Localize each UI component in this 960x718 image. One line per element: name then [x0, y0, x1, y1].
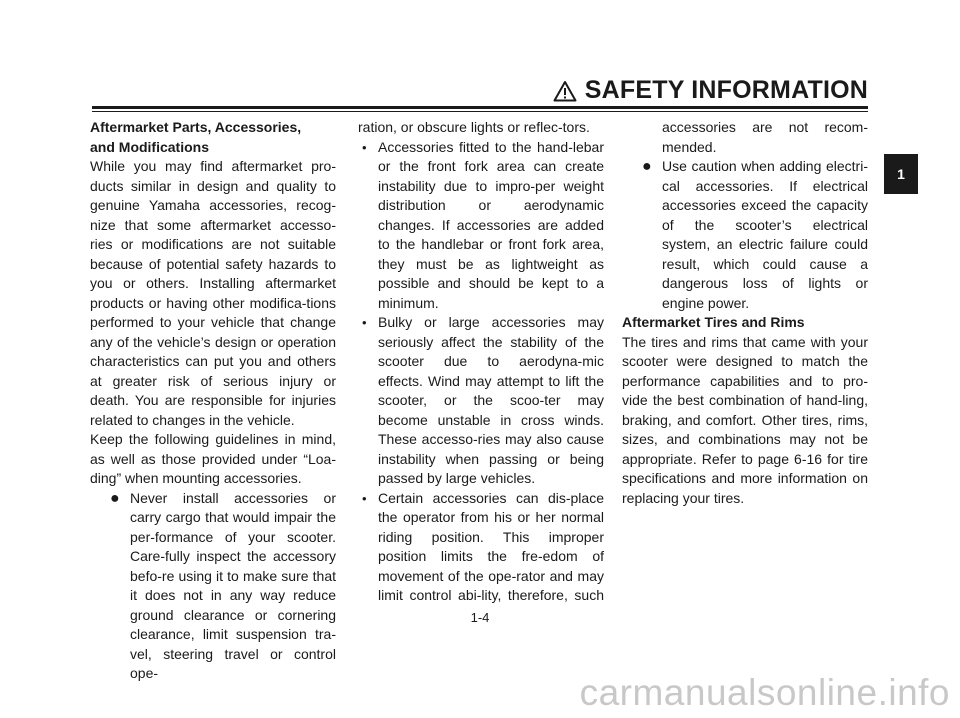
- section-title-text: SAFETY INFORMATION: [584, 76, 868, 104]
- paragraph-guidelines: Keep the following guidelines in mind, as well as those provided under “Loa-ding” when mounting accessories.: [90, 431, 336, 486]
- sub-item-text: Bulky or large accessories may seriously affect the stability of the scooter due to aerodyna-mic effects. Wind may attempt to lift the scooter, or the scoo-ter may become unstable in cross winds. These accesso-ries may also cause instability when passing or being passed by large vehicles.: [378, 314, 604, 486]
- sub-item-bulky-accessories: [358, 313, 604, 489]
- heading-aftermarket-parts: [90, 118, 336, 157]
- heading-tires-rims: Aftermarket Tires and Rims: [622, 314, 805, 330]
- continued-text: ration, or obscure lights or reflec-tors.: [358, 119, 590, 135]
- continued-text: accessories are not recom-mended.: [662, 119, 868, 155]
- header-rule: [92, 106, 868, 109]
- warning-triangle-icon: [553, 80, 577, 102]
- paragraph-tires: The tires and rims that came with your scooter were designed to match the performance capabilities and to pro-vide the best combination of hand-ling, braking, and comfort. Other tires, rims, sizes, and combinations may not be appropriate. Refer to page 6-16 for tire specifications and more information on replacing your tires.: [622, 333, 868, 506]
- sub-item-riding-position: [358, 489, 604, 606]
- list-item-text: Use caution when adding electri-cal accessories. If electrical accessories exceed the capacity of the scooter’s electrical system, an electric failure could result, which could cause a dangerous loss of lights or engine power.: [662, 158, 868, 311]
- list-item-text: Never install accessories or carry cargo that would impair the per-formance of your scooter. Care-fully inspect the accessory befo-re using it to make sure that it does not in any way reduce ground clearance or cornering clearance, limit suspension tra-vel, steering travel or control ope-: [130, 489, 336, 681]
- dot-bullet: •: [362, 490, 367, 506]
- round-bullet: ●: [110, 489, 120, 507]
- text-column-2: [358, 118, 604, 606]
- header-rule-thin: [92, 111, 868, 112]
- dot-bullet: •: [362, 315, 367, 330]
- dot-bullet: •: [362, 139, 367, 155]
- round-bullet: ●: [642, 158, 652, 175]
- sub-item-text: Certain accessories can dis-place the operator from his or her normal riding position. This improper position limits the fre-edom of movement of the ope-rator and may limit control abi-lity, therefore, such: [378, 489, 604, 603]
- sub-item-handlebar-accessories: [358, 138, 604, 314]
- section-title: [553, 76, 868, 105]
- list-item-electrical-accessories: [622, 157, 868, 313]
- chapter-tab: 1: [884, 154, 918, 194]
- paragraph-intro: While you may find aftermarket pro-ducts similar in design and quality to genuine Yamaha accessories, recog-nize that some aftermarket accesso-ries or modifications are not suitable because of potential safety hazards to you or others. Installing aftermarket products or having other modifica-tions performed to your vehicle that change any of the vehicle’s design or operation characteristics can put you and others at greater risk of serious injury or death. You are responsible for injuries related to changes in the vehicle.: [90, 158, 336, 428]
- heading-line-2: and Modifications: [90, 138, 209, 155]
- page-number: 1-4: [470, 610, 490, 625]
- heading-line-1: Aftermarket Parts, Accessories,: [90, 119, 302, 135]
- text-column-1: [90, 118, 336, 684]
- watermark: carmanualsonline.info: [579, 672, 950, 713]
- list-item-never-install: [90, 489, 336, 684]
- sub-item-text: Accessories fitted to the hand-lebar or the front fork area can create instability due to impro-per weight distribution or aerodynamic changes. If accessories are added to the handlebar or front fork area, they must be as lightweight as possible and should be kept to a minimum.: [378, 138, 604, 311]
- text-column-3: [622, 118, 868, 508]
